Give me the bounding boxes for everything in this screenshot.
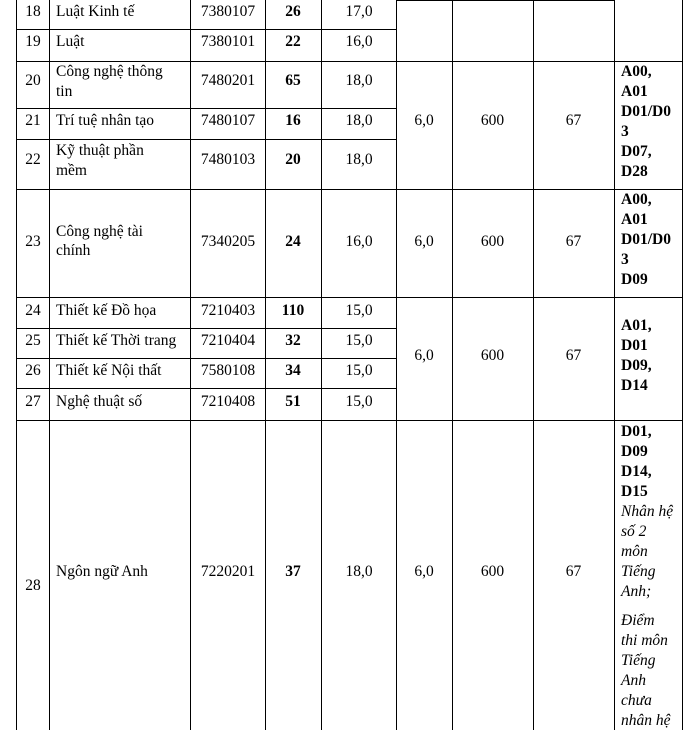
min-score: 18,0 xyxy=(345,151,373,168)
major-name: Thiết kế Nội thất xyxy=(56,362,162,379)
major-name: Nghệ thuật số xyxy=(56,393,143,410)
major-name: tin xyxy=(56,83,73,100)
total-score: 600 xyxy=(480,233,505,250)
quota: 32 xyxy=(285,332,301,349)
min-subject-score: 6,0 xyxy=(414,563,434,580)
grid-line xyxy=(16,328,396,329)
row-number: 21 xyxy=(25,112,41,129)
major-name: Thiết kế Thời trang xyxy=(56,332,177,349)
quota: 26 xyxy=(285,3,301,20)
combination-note: Tiếng xyxy=(621,652,656,669)
min-score: 15,0 xyxy=(345,362,373,379)
grid-line xyxy=(16,139,396,140)
subject-combinations: D14, xyxy=(621,463,652,480)
major-code: 7480103 xyxy=(200,151,256,168)
points: 67 xyxy=(565,112,582,129)
min-score: 17,0 xyxy=(345,3,373,20)
quota: 24 xyxy=(285,233,301,250)
quota: 20 xyxy=(285,151,301,168)
subject-combinations: A01 xyxy=(621,83,648,100)
major-code: 7340205 xyxy=(200,233,256,250)
points: 67 xyxy=(565,233,582,250)
min-subject-score: 6,0 xyxy=(414,233,434,250)
major-code: 7480201 xyxy=(200,72,256,89)
grid-line xyxy=(16,358,396,359)
quota: 37 xyxy=(285,563,301,580)
min-score: 16,0 xyxy=(345,33,373,50)
total-score: 600 xyxy=(480,563,505,580)
quota: 110 xyxy=(281,302,305,319)
subject-combinations: D01/D0 xyxy=(621,231,671,248)
subject-combinations: D01/D0 xyxy=(621,103,671,120)
row-number: 28 xyxy=(25,577,41,594)
combination-note: Anh xyxy=(621,672,646,689)
row-number: 25 xyxy=(25,332,41,349)
row-number: 23 xyxy=(25,233,41,250)
combination-note: số 2 xyxy=(621,523,647,540)
major-code: 7210408 xyxy=(200,393,256,410)
major-code: 7220201 xyxy=(200,563,256,580)
major-name: Công nghệ tài xyxy=(56,223,143,240)
row-number: 19 xyxy=(25,33,41,50)
min-score: 15,0 xyxy=(345,393,373,410)
quota: 22 xyxy=(285,33,301,50)
subject-combinations: D14 xyxy=(621,377,648,394)
major-name: Công nghệ thông xyxy=(56,63,163,80)
major-code: 7380101 xyxy=(200,33,256,50)
grid-line xyxy=(16,108,396,109)
grid-line xyxy=(614,0,615,730)
combination-note: Tiếng xyxy=(621,563,656,580)
total-score: 600 xyxy=(480,112,505,129)
major-code: 7210403 xyxy=(200,302,256,319)
points: 67 xyxy=(565,347,582,364)
min-score: 15,0 xyxy=(345,332,373,349)
min-score: 15,0 xyxy=(345,302,373,319)
subject-combinations: A01, xyxy=(621,317,652,334)
min-score: 18,0 xyxy=(345,72,373,89)
combination-note: môn xyxy=(621,543,648,560)
major-name: Kỹ thuật phần xyxy=(56,142,144,159)
subject-combinations: D01, xyxy=(621,423,652,440)
row-number: 18 xyxy=(25,3,41,20)
grid-line xyxy=(16,29,396,30)
subject-combinations: 3 xyxy=(621,251,629,268)
row-number: 22 xyxy=(25,151,41,168)
subject-combinations: D07, xyxy=(621,143,652,160)
combination-note: chưa xyxy=(621,692,652,709)
combination-note: Anh; xyxy=(621,583,652,600)
points: 67 xyxy=(565,563,582,580)
combination-note: Nhân hệ xyxy=(621,503,674,520)
subject-combinations: D28 xyxy=(621,163,648,180)
subject-combinations: D09 xyxy=(621,443,648,460)
grid-line xyxy=(16,189,683,190)
subject-combinations: 3 xyxy=(621,123,629,140)
row-number: 24 xyxy=(25,302,41,319)
major-name: Ngôn ngữ Anh xyxy=(56,563,148,580)
combination-note: thi môn xyxy=(621,632,668,649)
grid-line xyxy=(16,297,683,298)
min-score: 18,0 xyxy=(345,112,373,129)
major-name: mềm xyxy=(56,162,87,179)
subject-combinations: D09 xyxy=(621,271,648,288)
major-code: 7210404 xyxy=(200,332,256,349)
subject-combinations: D15 xyxy=(621,483,648,500)
major-name: Trí tuệ nhân tạo xyxy=(56,112,155,129)
min-subject-score: 6,0 xyxy=(414,347,434,364)
subject-combinations: A00, xyxy=(621,63,652,80)
quota: 16 xyxy=(285,112,301,129)
min-score: 18,0 xyxy=(345,563,373,580)
grid-line xyxy=(396,0,614,1)
min-score: 16,0 xyxy=(345,233,373,250)
total-score: 600 xyxy=(480,347,505,364)
quota: 65 xyxy=(285,72,301,89)
major-code: 7380107 xyxy=(200,3,256,20)
major-name: Luật Kinh tế xyxy=(56,3,135,20)
subject-combinations: D01 xyxy=(621,337,648,354)
row-number: 27 xyxy=(25,393,41,410)
quota: 34 xyxy=(285,362,301,379)
grid-line xyxy=(49,0,50,730)
grid-line xyxy=(16,420,683,421)
row-number: 26 xyxy=(25,362,41,379)
quota: 51 xyxy=(285,393,301,410)
major-name: Thiết kế Đồ họa xyxy=(56,302,157,319)
subject-combinations: D09, xyxy=(621,357,652,374)
combination-note: Điểm xyxy=(621,612,655,629)
row-number: 20 xyxy=(25,72,41,89)
grid-line xyxy=(682,0,683,730)
major-code: 7580108 xyxy=(200,362,256,379)
min-subject-score: 6,0 xyxy=(414,112,434,129)
major-code: 7480107 xyxy=(200,112,256,129)
combination-note: nhân hệ xyxy=(621,712,671,729)
grid-line xyxy=(16,388,396,389)
subject-combinations: A00, xyxy=(621,191,652,208)
major-name: chính xyxy=(56,242,91,259)
subject-combinations: A01 xyxy=(621,211,648,228)
major-name: Luật xyxy=(56,33,85,50)
